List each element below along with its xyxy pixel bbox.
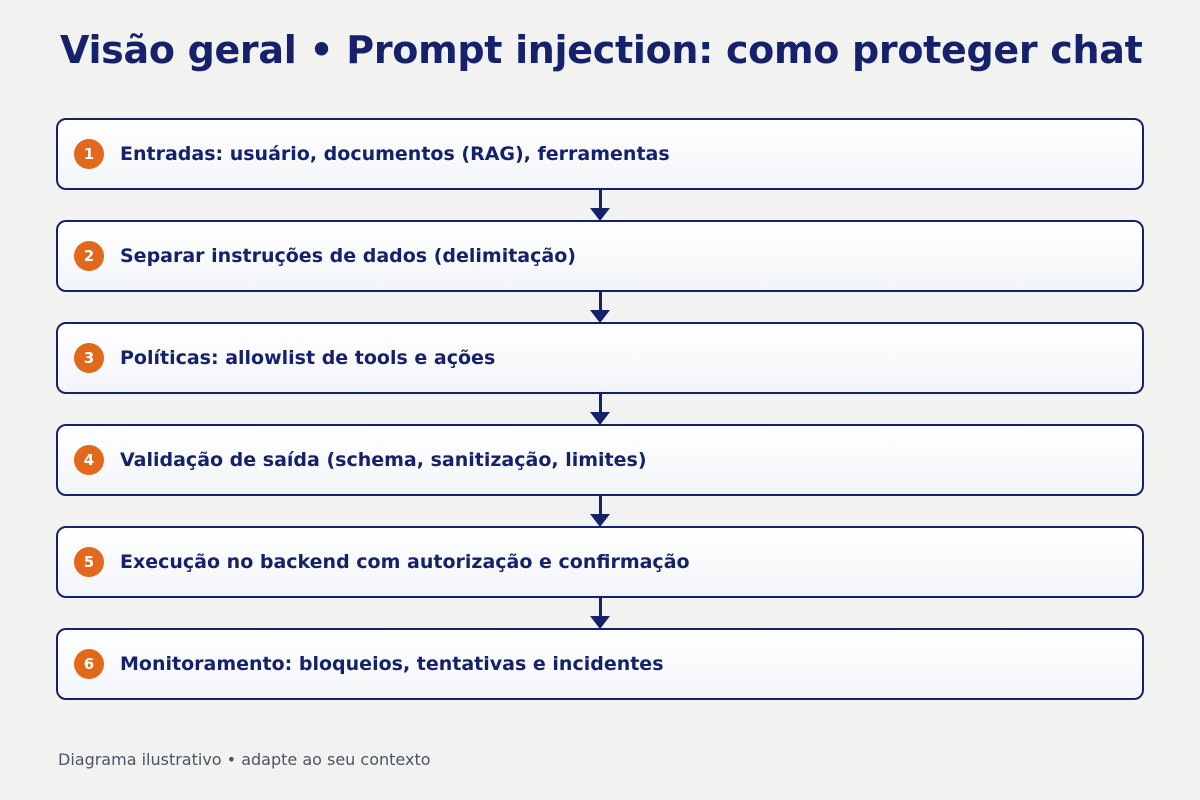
- flow-step-6-wrap: [56, 628, 1144, 700]
- step-label: Entradas: usuário, documentos (RAG), ferramentas: [120, 143, 670, 165]
- flow-step-4[interactable]: [56, 424, 1144, 496]
- arrow-1-to-2: [56, 190, 1144, 220]
- step-label: Separar instruções de dados (delimitação): [120, 245, 576, 267]
- step-label: Execução no backend com autorização e confirmação: [120, 551, 690, 573]
- arrow-3-to-4: [56, 394, 1144, 424]
- flow-step-3-wrap: [56, 322, 1144, 394]
- step-number-badge: 3: [74, 343, 104, 373]
- flow-step-2-wrap: [56, 220, 1144, 292]
- flow-step-3[interactable]: [56, 322, 1144, 394]
- step-label: Monitoramento: bloqueios, tentativas e incidentes: [120, 653, 664, 675]
- arrow-5-to-6: [56, 598, 1144, 628]
- arrow-2-to-3: [56, 292, 1144, 322]
- flow-step-4-wrap: [56, 424, 1144, 496]
- step-number-badge: 6: [74, 649, 104, 679]
- step-label: Validação de saída (schema, sanitização, limites): [120, 449, 647, 471]
- step-label: Políticas: allowlist de tools e ações: [120, 347, 496, 369]
- page-title: Visão geral • Prompt injection: como proteger chat: [60, 28, 1143, 72]
- flow-step-6[interactable]: [56, 628, 1144, 700]
- step-number-badge: 4: [74, 445, 104, 475]
- step-number-badge: 1: [74, 139, 104, 169]
- flow-step-5-wrap: [56, 526, 1144, 598]
- flow-step-1[interactable]: [56, 118, 1144, 190]
- footer-note: Diagrama ilustrativo • adapte ao seu contexto: [58, 750, 431, 769]
- flow-step-2[interactable]: [56, 220, 1144, 292]
- step-number-badge: 5: [74, 547, 104, 577]
- step-number-badge: 2: [74, 241, 104, 271]
- flowchart: [56, 118, 1144, 700]
- flow-step-5[interactable]: [56, 526, 1144, 598]
- flow-step-1-wrap: [56, 118, 1144, 190]
- arrow-4-to-5: [56, 496, 1144, 526]
